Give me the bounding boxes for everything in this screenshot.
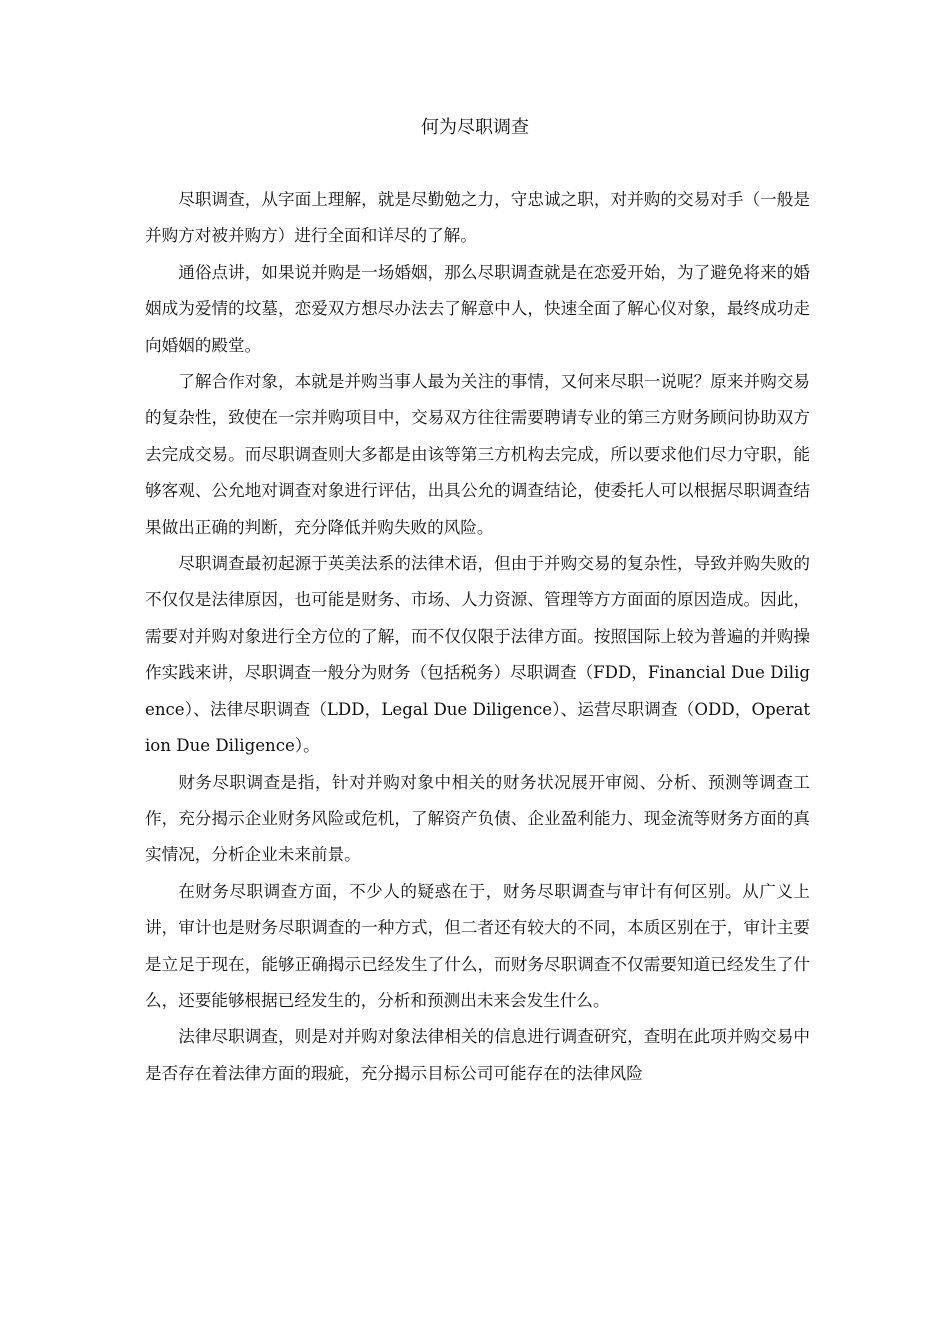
paragraph: 法律尽职调查，则是对并购对象法律相关的信息进行调查研究，查明在此项并购交易中是否存在着法律方面的瑕疵，充分揭示目标公司可能存在的法律风险	[145, 1027, 810, 1083]
paragraph: 财务尽职调查是指，针对并购对象中相关的财务状况展开审阅、分析、预测等调查工作，充分揭示企业财务风险或危机，了解资产负债、企业盈利能力、现金流等财务方面的真实情况，分析企业未来前景。	[145, 772, 810, 865]
document-body	[145, 182, 810, 1092]
paragraph: 了解合作对象，本就是并购当事人最为关注的事情，又何来尽职一说呢？原来并购交易的复杂性，致使在一宗并购项目中，交易双方往往需要聘请专业的第三方财务顾问协助双方去完成交易。而尽职调查则大多都是由该等第三方机构去完成，所以要求他们尽力守职，能够客观、公允地对调查对象进行评估，出具公允的调查结论，使委托人可以根据尽职调查结果做出正确的判断，充分降低并购失败的风险。	[145, 372, 810, 537]
paragraph: 尽职调查，从字面上理解，就是尽勤勉之力，守忠诚之职，对并购的交易对手（一般是并购方对被并购方）进行全面和详尽的了解。	[145, 190, 810, 246]
paragraph: 通俗点讲，如果说并购是一场婚姻，那么尽职调查就是在恋爱开始，为了避免将来的婚姻成为爱情的坟墓，恋爱双方想尽办法去了解意中人，快速全面了解心仪对象，最终成功走向婚姻的殿堂。	[145, 262, 810, 355]
document-title: 何为尽职调查	[421, 117, 529, 138]
paragraph: 尽职调查最初起源于英美法系的法律术语，但由于并购交易的复杂性，导致并购失败的不仅仅是法律原因，也可能是财务、市场、人力资源、管理等方方面面的原因造成。因此，需要对并购对象进行全方位的了解，而不仅仅限于法律方面。按照国际上较为普遍的并购操作实践来讲，尽职调查一般分为财务（包括税务）尽职调查（FDD，Financial Due Diligence）、法律尽职调查（LDD，Legal Due Diligence）、运营尽职调查（ODD，Operation Due Diligence）。	[145, 554, 810, 756]
paragraph: 在财务尽职调查方面，不少人的疑惑在于，财务尽职调查与审计有何区别。从广义上讲，审计也是财务尽职调查的一种方式，但二者还有较大的不同，本质区别在于，审计主要是立足于现在，能够正确揭示已经发生了什么，而财务尽职调查不仅需要知道已经发生了什么，还要能够根据已经发生的，分析和预测出未来会发生什么。	[145, 881, 810, 1010]
